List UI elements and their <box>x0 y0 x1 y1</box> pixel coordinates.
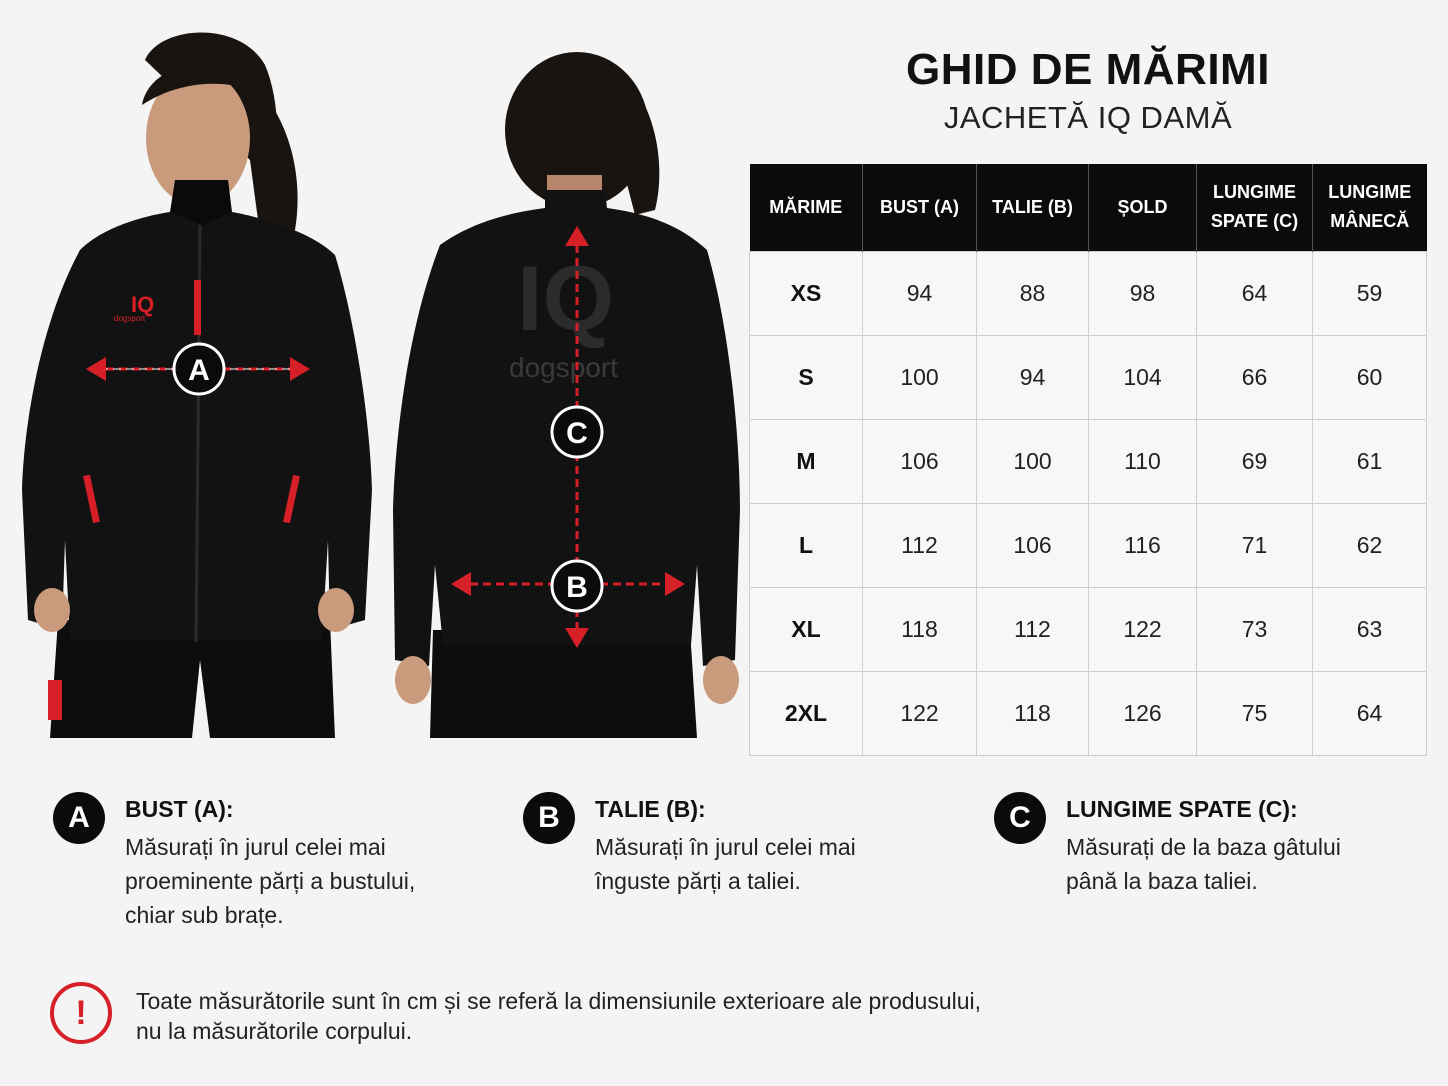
marker-a-label: A <box>188 354 210 387</box>
table-cell: 118 <box>863 587 977 671</box>
legend-description-waist: Măsurați în jurul celei mai înguste părți a taliei. <box>595 834 856 894</box>
table-cell: 73 <box>1197 587 1313 671</box>
title-block <box>750 44 1426 138</box>
table-row <box>750 503 1427 587</box>
column-header-size: MĂRIME <box>750 164 863 251</box>
table-cell: 66 <box>1197 335 1313 419</box>
table-cell: 71 <box>1197 503 1313 587</box>
column-header-bust: BUST (A) <box>863 164 977 251</box>
exclamation-icon: ! <box>50 982 112 1044</box>
table-cell: 64 <box>1197 251 1313 335</box>
table-cell: 98 <box>1089 251 1197 335</box>
column-header-sleeve-length: LUNGIME MÂNECĂ <box>1313 164 1427 251</box>
table-cell: 112 <box>977 587 1089 671</box>
table-cell: 69 <box>1197 419 1313 503</box>
legend-back-length <box>994 792 1434 932</box>
table-cell: 61 <box>1313 419 1427 503</box>
page-subtitle: JACHETĂ IQ DAMĂ <box>943 100 1233 135</box>
size-table <box>749 164 1427 756</box>
measurement-note <box>50 982 1130 1044</box>
table-cell: 126 <box>1089 671 1197 755</box>
table-cell: 122 <box>863 671 977 755</box>
table-cell: 59 <box>1313 251 1427 335</box>
table-cell-size: XS <box>750 251 863 335</box>
table-cell: 104 <box>1089 335 1197 419</box>
note-text: Toate măsurătorile sunt în cm și se referă la dimensiunile exterioare ale produsului, nu la măsurătorile corpului. <box>136 988 982 1044</box>
table-cell: 106 <box>863 419 977 503</box>
table-cell-size: 2XL <box>750 671 863 755</box>
legend-waist <box>523 792 963 932</box>
table-cell: 112 <box>863 503 977 587</box>
table-cell: 62 <box>1313 503 1427 587</box>
column-header-waist: TALIE (B) <box>977 164 1089 251</box>
back-view-figure <box>385 40 750 740</box>
table-row <box>750 251 1427 335</box>
table-cell: 122 <box>1089 587 1197 671</box>
front-logo-text: IQ <box>131 292 155 317</box>
table-row <box>750 587 1427 671</box>
table-row <box>750 419 1427 503</box>
table-cell: 88 <box>977 251 1089 335</box>
front-view-figure <box>10 20 390 740</box>
column-header-back-length: LUNGIME SPATE (C) <box>1197 164 1313 251</box>
table-cell: 94 <box>863 251 977 335</box>
marker-c-label: C <box>566 417 588 450</box>
badge-b: B <box>523 792 575 844</box>
legend-description-bust: Măsurați în jurul celei mai proeminente părți a bustului, chiar sub brațe. <box>125 834 416 928</box>
table-cell: 94 <box>977 335 1089 419</box>
table-cell: 63 <box>1313 587 1427 671</box>
legend-bust <box>53 792 493 932</box>
legend-title-waist: TALIE (B): <box>595 796 706 822</box>
legend-title-back-length: LUNGIME SPATE (C): <box>1066 796 1298 822</box>
table-cell-size: S <box>750 335 863 419</box>
table-cell: 75 <box>1197 671 1313 755</box>
front-logo-subtext: dogsport <box>114 314 146 323</box>
table-cell: 118 <box>977 671 1089 755</box>
table-row <box>750 671 1427 755</box>
table-header-row <box>750 164 1427 251</box>
back-logo-subtext: dogsport <box>509 352 618 383</box>
back-logo-text: IQ <box>517 248 615 350</box>
legend-title-bust: BUST (A): <box>125 796 234 822</box>
table-row <box>750 335 1427 419</box>
column-header-hip: ȘOLD <box>1089 164 1197 251</box>
table-cell: 100 <box>977 419 1089 503</box>
table-cell: 116 <box>1089 503 1197 587</box>
page-title: GHID DE MĂRIMI <box>906 45 1270 94</box>
table-cell: 110 <box>1089 419 1197 503</box>
front-jacket-illustration <box>10 20 390 740</box>
legend-description-back-length: Măsurați de la baza gâtului până la baza taliei. <box>1066 834 1341 894</box>
marker-b-label: B <box>566 571 588 604</box>
back-jacket-illustration <box>385 40 750 740</box>
badge-c: C <box>994 792 1046 844</box>
table-cell-size: L <box>750 503 863 587</box>
table-cell: 60 <box>1313 335 1427 419</box>
table-cell: 100 <box>863 335 977 419</box>
table-cell: 64 <box>1313 671 1427 755</box>
table-cell: 106 <box>977 503 1089 587</box>
badge-a: A <box>53 792 105 844</box>
table-cell-size: M <box>750 419 863 503</box>
table-cell-size: XL <box>750 587 863 671</box>
